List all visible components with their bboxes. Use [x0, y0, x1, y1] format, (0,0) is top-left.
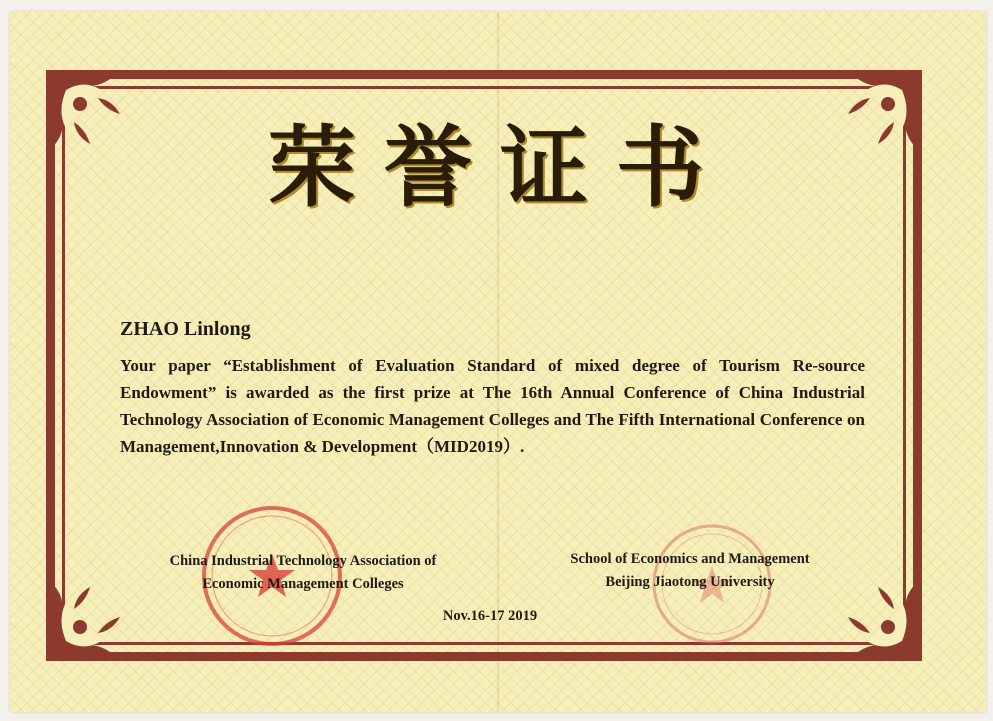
certificate-title: 荣誉证书: [267, 115, 732, 219]
issuer-left-line2: Economic Management Colleges: [202, 576, 404, 592]
recipient-name: ZHAO Linlong: [120, 318, 251, 340]
issuer-right-organization: [540, 548, 840, 594]
issuer-left-organization: [138, 550, 468, 596]
issuer-right-line1: School of Economics and Management: [570, 551, 810, 567]
issuer-left-line1: China Industrial Technology Association of: [169, 553, 437, 569]
corner-ornament-top-left: [46, 70, 156, 180]
corner-ornament-top-right: [812, 70, 922, 180]
award-date: Nov.16-17 2019: [442, 608, 538, 624]
issuer-right-line2: Beijing Jiaotong University: [605, 574, 775, 590]
award-description: Your paper “Establishment of Evaluation Standard of mixed degree of Tourism Re-source Endowment” is awarded as the first prize at The 16th Annual Conference of China Industrial Technology Association of Economic Management Colleges and The Fifth International Conference on Management,Innovation & Development（MID2019）.: [120, 356, 865, 456]
